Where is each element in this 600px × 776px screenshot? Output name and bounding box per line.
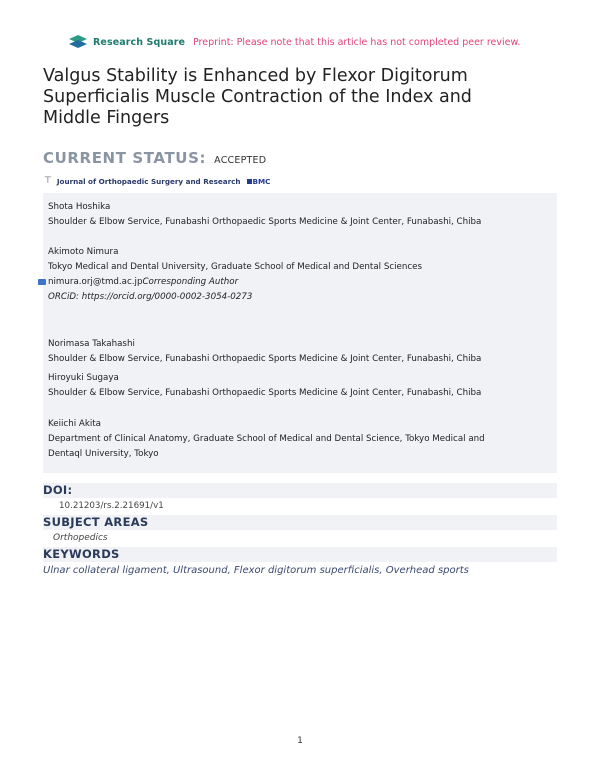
journal-icon: ⊤ (44, 176, 52, 186)
title-line: Valgus Stability is Enhanced by Flexor Digitorum (43, 66, 468, 86)
author-entry (48, 200, 553, 230)
author-affiliation: Tokyo Medical and Dental University, Graduate School of Medical and Dental Sciences (48, 262, 423, 272)
journal-line (44, 176, 270, 186)
author-entry (48, 245, 553, 305)
author-affiliation: Shoulder & Elbow Service, Funabashi Orthopaedic Sports Medicine & Joint Center, Funabashi, Chiba (48, 354, 482, 364)
author-name: Shota Hoshika (48, 202, 111, 212)
doi-value[interactable]: 10.21203/rs.2.21691/v1 (59, 501, 164, 511)
publisher-name: BMC (252, 176, 271, 186)
author-email-line (48, 275, 553, 290)
keywords-value: Ulnar collateral ligament, Ultrasound, Flexor digitorum superficialis, Overhead sports (43, 565, 469, 576)
keywords-heading: KEYWORDS (43, 547, 557, 562)
author-name: Keiichi Akita (48, 419, 102, 429)
author-name: Norimasa Takahashi (48, 339, 135, 349)
subject-areas-heading: SUBJECT AREAS (43, 515, 557, 530)
author-name: Akimoto Nimura (48, 247, 119, 257)
author-affiliation: Department of Clinical Anatomy, Graduate School of Medical and Dental Science, Tokyo Medical and (48, 434, 485, 444)
journal-name[interactable]: Journal of Orthopaedic Surgery and Research (56, 176, 241, 186)
author-entry (48, 337, 553, 367)
logo-text: Research Square (93, 36, 186, 48)
page-number: 1 (297, 736, 303, 746)
page-header (67, 34, 560, 52)
email-icon (38, 279, 46, 285)
author-affiliation: Shoulder & Elbow Service, Funabashi Orthopaedic Sports Medicine & Joint Center, Funabashi, Chiba (48, 217, 482, 227)
bmc-logo-icon (247, 179, 252, 184)
status-label: CURRENT STATUS: (43, 149, 207, 167)
author-affiliation: Dentaql University, Tokyo (48, 449, 159, 459)
title-line: Superficialis Muscle Contraction of the Index and (43, 87, 472, 107)
author-entry (48, 417, 553, 462)
paper-title (43, 66, 563, 129)
preprint-notice: Preprint: Please note that this article has not completed peer review. (193, 37, 521, 48)
article-metadata (43, 483, 557, 579)
research-square-logo-icon (67, 34, 89, 50)
author-email[interactable]: nimura.orj@tmd.ac.jp (48, 277, 143, 287)
title-line: Middle Fingers (43, 108, 170, 128)
authors-panel (43, 193, 557, 473)
current-status (43, 148, 266, 167)
subject-areas-value: Orthopedics (53, 533, 108, 543)
author-affiliation: Shoulder & Elbow Service, Funabashi Orthopaedic Sports Medicine & Joint Center, Funabashi, Chiba (48, 388, 482, 398)
status-value: ACCEPTED (214, 155, 267, 166)
author-name: Hiroyuki Sugaya (48, 373, 119, 383)
author-entry (48, 371, 553, 401)
doi-heading: DOI: (43, 483, 557, 498)
author-orcid[interactable]: ORCiD: https://orcid.org/0000-0002-3054-0273 (48, 292, 253, 302)
research-square-logo[interactable] (67, 34, 185, 50)
corresponding-author-label: Corresponding Author (142, 277, 239, 287)
